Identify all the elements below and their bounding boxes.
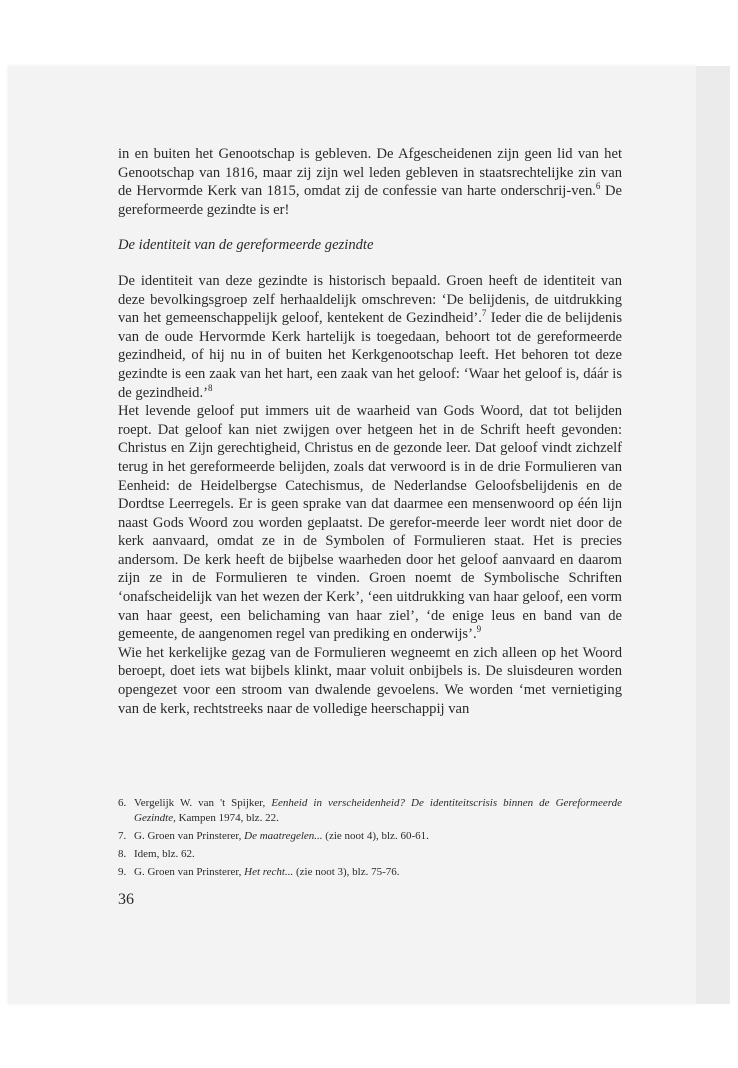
footnote: [118, 847, 622, 862]
paragraph: [118, 644, 622, 718]
text-run: Idem, blz. 62.: [134, 848, 195, 860]
footnote-marker: 8: [207, 382, 213, 393]
text-run: Ieder die de belijdenis van de oude Hervormde Kerk hartelijk is toegedaan, behoort tot de gereformeerde gezindheid, of hij nu in of buiten het Kerkgenootschap leeft. Het behoren tot deze gezindte is een zaak van het hart, een zaak van het geloof: ‘Waar het geloof is, dáár is de gezindheid.’: [118, 310, 622, 401]
footnote-text: [134, 847, 622, 862]
italic-title: Het recht...: [244, 866, 294, 878]
footnote-number: 7.: [118, 830, 127, 842]
text-run: De identiteit van deze gezindte is historisch bepaald. Groen heeft de identiteit van deze bevolkingsgroep zelf herhaaldelijk omschreven: ‘De belijdenis, de uitdrukking van het gemeenschappelijk geloof, kentekent de Gezindheid’.: [118, 272, 622, 327]
text-run: Wie het kerkelijke gezag van de Formulieren wegneemt en zich alleen op het Woord beroept, doet iets wat bijbels klinkt, maar voluit onbijbels is. De sluisdeuren worden opengezet voor een stroom van dwalende gevoelens. We worden ‘met vernietiging van de kerk, rechtstreeks naar de volledige heerschappij van: [118, 644, 622, 717]
text-run: Kampen 1974, blz. 22.: [175, 812, 279, 824]
body-text: [118, 145, 622, 718]
text-run: Vergelijk W. van 't Spijker,: [134, 797, 272, 809]
footnote-number: 9.: [118, 866, 127, 878]
text-run: (zie noot 4), blz. 60-61.: [322, 830, 429, 842]
footnote: [118, 796, 622, 826]
footnote-text: [134, 865, 622, 880]
page-number: 36: [118, 891, 134, 908]
paragraph: [118, 272, 622, 402]
text-run: Het levende geloof put immers uit de waarheid van Gods Woord, dat tot belijden roept. Dat geloof kan niet zwijgen over hetgeen het in de Schrift heeft gevonden: Christus en Zijn gerechtigheid, Christus en de gezonde leer. Dat geloof vindt zichzelf terug in het gereformeerde belijden, zoals dat verwoord is in de drie Formulieren van Eenheid: de Heidelbergse Catechismus, de Nederlandse Geloofsbelijdenis en de Dordtse Leerregels. Er is geen sprake van dat daarmee een mensenwoord op één lijn naast Gods Woord zou worden geplaatst. De gerefor-meerde leer wordt niet door de kerk aanvaard, omdat ze in de Symbolen of Formulieren staat. Het is precies andersom. De kerk heeft de bijbelse waarheden door het geloof aanvaard en daarom zijn ze in de Formulieren te vinden. Groen noemt de Symbolische Schriften ‘onafscheidelijk van het wezen der Kerk’, ‘een uitdrukking van haar geloof, een vorm van haar geest, een belichaming van haar ziel’, ‘de enige leus en band van de gemeente, de aangenomen regel van prediking en onderwijs’.: [118, 403, 622, 643]
text-run: in en buiten het Genootschap is gebleven. De Afgescheidenen zijn geen lid van het Genootschap van 1816, maar zij zijn wel leden gebleven in staatsrechtelijke zin van de Hervormde Kerk van 1815, omdat zij de confessie van harte onderschrij-ven.: [118, 146, 622, 200]
footnote-number: 8.: [118, 848, 127, 860]
footnote-marker: 6: [595, 181, 601, 192]
paragraph: [118, 145, 622, 219]
page-edge-shadow: [696, 66, 730, 1004]
text-run: De gereformeerde gezindte is er!: [118, 183, 622, 218]
footnotes: [118, 796, 622, 883]
footnote-text: [134, 829, 622, 844]
text-run: (zie noot 3), blz. 75-76.: [293, 866, 400, 878]
footnote: [118, 829, 622, 844]
footnote-number: 6.: [118, 797, 127, 809]
italic-title: Eenheid in verscheidenheid? De identiteitscrisis binnen de Gereformeerde Gezindte,: [134, 797, 622, 824]
paragraph: [118, 402, 622, 644]
text-run: G. Groen van Prinsterer,: [134, 830, 245, 842]
section-heading: De identiteit van de gereformeerde gezindte: [118, 237, 374, 254]
footnote: [118, 865, 622, 880]
footnote-marker: 7: [481, 308, 487, 319]
footnote-text: [134, 796, 622, 826]
footnote-marker: 9: [476, 624, 482, 635]
text-run: G. Groen van Prinsterer,: [134, 866, 245, 878]
italic-title: De maatregelen...: [244, 830, 323, 842]
